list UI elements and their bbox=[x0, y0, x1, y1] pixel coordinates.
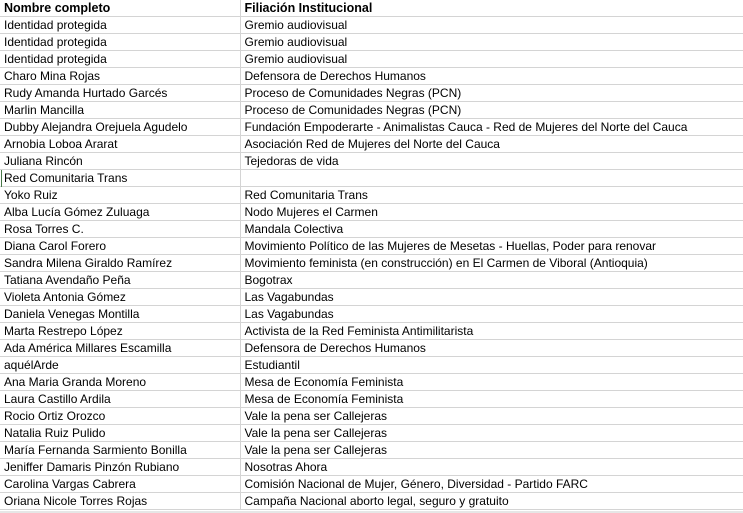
header-row bbox=[0, 0, 743, 17]
cell-name[interactable]: Violeta Antonia Gómez bbox=[0, 289, 240, 306]
table-row bbox=[0, 68, 743, 85]
cell-name[interactable]: Laura Castillo Ardila bbox=[0, 391, 240, 408]
cell-affiliation[interactable]: Mesa de Economía Feminista bbox=[240, 374, 743, 391]
cell-affiliation[interactable]: Gremio audiovisual bbox=[240, 51, 743, 68]
cell-affiliation[interactable] bbox=[240, 170, 743, 187]
cell-affiliation[interactable]: Gremio audiovisual bbox=[240, 34, 743, 51]
table-row bbox=[0, 238, 743, 255]
cell-affiliation[interactable]: Activista de la Red Feminista Antimilitarista bbox=[240, 323, 743, 340]
cell-affiliation[interactable]: Mesa de Economía Feminista bbox=[240, 391, 743, 408]
cell-name[interactable]: Rudy Amanda Hurtado Garcés bbox=[0, 85, 240, 102]
table-row bbox=[0, 289, 743, 306]
cell-name[interactable]: Identidad protegida bbox=[0, 51, 240, 68]
cell-name[interactable]: Charo Mina Rojas bbox=[0, 68, 240, 85]
cell-name[interactable]: Alba Lucía Gómez Zuluaga bbox=[0, 204, 240, 221]
table-row bbox=[0, 340, 743, 357]
table-row bbox=[0, 442, 743, 459]
cell-name[interactable]: Carolina Vargas Cabrera bbox=[0, 476, 240, 493]
cell-affiliation[interactable]: Las Vagabundas bbox=[240, 306, 743, 323]
table-row bbox=[0, 34, 743, 51]
cell-name[interactable]: Rosa Torres C. bbox=[0, 221, 240, 238]
table-row bbox=[0, 102, 743, 119]
cell-affiliation[interactable]: Fundación Empoderarte - Animalistas Cauca - Red de Mujeres del Norte del Cauca bbox=[240, 119, 743, 136]
table-row bbox=[0, 476, 743, 493]
table-body bbox=[0, 17, 743, 510]
cell-name[interactable]: Daniela Venegas Montilla bbox=[0, 306, 240, 323]
cell-name[interactable]: Rocio Ortiz Orozco bbox=[0, 408, 240, 425]
cell-name[interactable]: Ada América Millares Escamilla bbox=[0, 340, 240, 357]
table-row bbox=[0, 493, 743, 510]
table-row bbox=[0, 272, 743, 289]
header-cell-affiliation[interactable]: Filiación Institucional bbox=[240, 0, 743, 17]
cell-affiliation[interactable]: Vale la pena ser Callejeras bbox=[240, 425, 743, 442]
cell-name[interactable]: Juliana Rincón bbox=[0, 153, 240, 170]
table-row bbox=[0, 391, 743, 408]
cell-affiliation[interactable]: Mandala Colectiva bbox=[240, 221, 743, 238]
table-row bbox=[0, 17, 743, 34]
cell-cursor-marker bbox=[1, 170, 2, 187]
table-row bbox=[0, 51, 743, 68]
table-row bbox=[0, 136, 743, 153]
table-row bbox=[0, 85, 743, 102]
table-row bbox=[0, 425, 743, 442]
cell-name[interactable]: Jeniffer Damaris Pinzón Rubiano bbox=[0, 459, 240, 476]
cell-affiliation[interactable]: Gremio audiovisual bbox=[240, 17, 743, 34]
cell-affiliation[interactable]: Proceso de Comunidades Negras (PCN) bbox=[240, 102, 743, 119]
cell-affiliation[interactable]: Proceso de Comunidades Negras (PCN) bbox=[240, 85, 743, 102]
cell-name[interactable]: Identidad protegida bbox=[0, 17, 240, 34]
cell-name[interactable]: María Fernanda Sarmiento Bonilla bbox=[0, 442, 240, 459]
table-row bbox=[0, 187, 743, 204]
cell-name[interactable]: Ana Maria Granda Moreno bbox=[0, 374, 240, 391]
cell-affiliation[interactable]: Bogotrax bbox=[240, 272, 743, 289]
cell-name[interactable]: Sandra Milena Giraldo Ramírez bbox=[0, 255, 240, 272]
table-row bbox=[0, 255, 743, 272]
cell-affiliation[interactable]: Vale la pena ser Callejeras bbox=[240, 442, 743, 459]
cell-name[interactable]: Marta Restrepo López bbox=[0, 323, 240, 340]
table-row bbox=[0, 153, 743, 170]
table-row bbox=[0, 170, 743, 187]
cell-name[interactable]: Arnobia Loboa Ararat bbox=[0, 136, 240, 153]
table-row bbox=[0, 374, 743, 391]
cell-affiliation[interactable]: Nosotras Ahora bbox=[240, 459, 743, 476]
cell-affiliation[interactable]: Red Comunitaria Trans bbox=[240, 187, 743, 204]
cell-name[interactable]: Natalia Ruiz Pulido bbox=[0, 425, 240, 442]
cell-name[interactable]: Tatiana Avendaño Peña bbox=[0, 272, 240, 289]
table-row bbox=[0, 323, 743, 340]
cell-affiliation[interactable]: Movimiento feminista (en construcción) en El Carmen de Viboral (Antioquia) bbox=[240, 255, 743, 272]
cell-affiliation[interactable]: Movimiento Político de las Mujeres de Mesetas - Huellas, Poder para renovar bbox=[240, 238, 743, 255]
cell-affiliation[interactable]: Defensora de Derechos Humanos bbox=[240, 340, 743, 357]
table-row bbox=[0, 221, 743, 238]
cell-name[interactable]: Red Comunitaria Trans bbox=[0, 170, 240, 187]
cell-name[interactable]: Oriana Nicole Torres Rojas bbox=[0, 493, 240, 510]
table-row bbox=[0, 357, 743, 374]
table-row bbox=[0, 459, 743, 476]
cell-affiliation[interactable]: Vale la pena ser Callejeras bbox=[240, 408, 743, 425]
table-row bbox=[0, 306, 743, 323]
cell-affiliation[interactable]: Asociación Red de Mujeres del Norte del Cauca bbox=[240, 136, 743, 153]
cell-affiliation[interactable]: Campaña Nacional aborto legal, seguro y gratuito bbox=[240, 493, 743, 510]
cell-name[interactable]: Marlin Mancilla bbox=[0, 102, 240, 119]
cell-affiliation[interactable]: Las Vagabundas bbox=[240, 289, 743, 306]
header-cell-name[interactable]: Nombre completo bbox=[0, 0, 240, 17]
cell-affiliation[interactable]: Tejedoras de vida bbox=[240, 153, 743, 170]
cell-name[interactable]: Yoko Ruiz bbox=[0, 187, 240, 204]
cell-name[interactable]: Diana Carol Forero bbox=[0, 238, 240, 255]
cell-name[interactable]: aquélArde bbox=[0, 357, 240, 374]
table-row bbox=[0, 204, 743, 221]
cell-affiliation[interactable]: Nodo Mujeres el Carmen bbox=[240, 204, 743, 221]
cell-affiliation[interactable]: Defensora de Derechos Humanos bbox=[240, 68, 743, 85]
table-row bbox=[0, 408, 743, 425]
cell-affiliation[interactable]: Estudiantil bbox=[240, 357, 743, 374]
table-row bbox=[0, 119, 743, 136]
cell-affiliation[interactable]: Comisión Nacional de Mujer, Género, Diversidad - Partido FARC bbox=[240, 476, 743, 493]
cell-name[interactable]: Dubby Alejandra Orejuela Agudelo bbox=[0, 119, 240, 136]
cell-name[interactable]: Identidad protegida bbox=[0, 34, 240, 51]
